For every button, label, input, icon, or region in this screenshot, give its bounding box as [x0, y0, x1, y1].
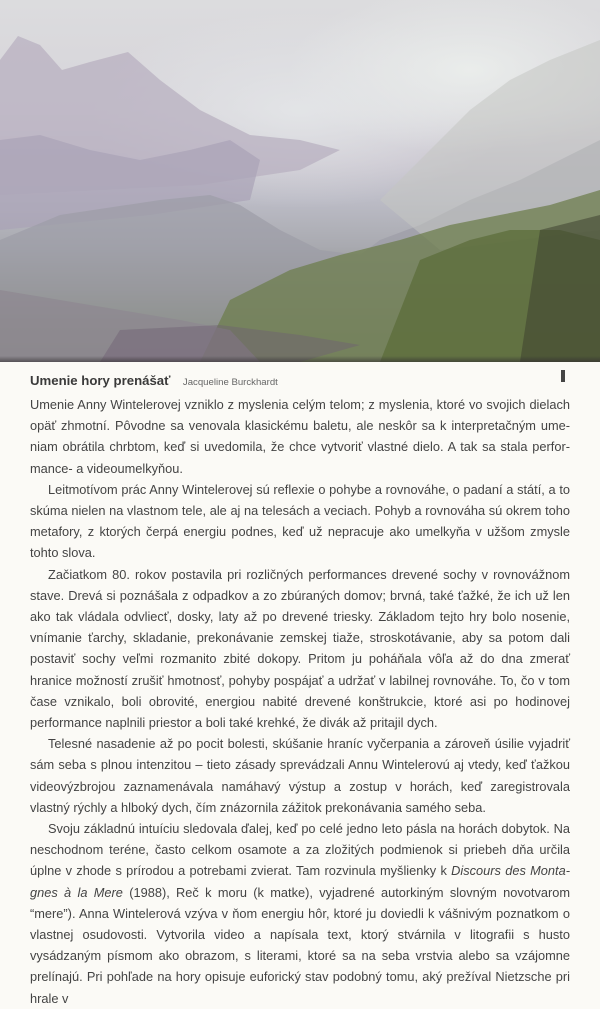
article-title: Umenie hory prenášať [30, 373, 171, 388]
work-title-italic: Discours des Montagnes à la Mere [30, 863, 570, 900]
paragraph-5-text-b: (1988), Reč k moru (k matke), vyjadrené autorkiným slovným novotvarom “mere”). Anna Wintelerová vzýva v ňom energiu hôr, ktoré ju doviedli k vášnivým poznatkom o vlastnej osudovosti. Vytvorila video a napísala text, ktorý stvárnila v litografii s husto vysádzaným písmom ako obrazom, s literami, ktoré sa na seba vrstvia alebo sa vzájomne prelínajú. Pri pohľade na hory opisuje euforický stav podobný tomu, aký prežíval Nietzsche pri hrale v [30, 884, 570, 1006]
paragraph-3: Začiatkom 80. rokov postavila pri rozličných performances drevené sochy v rovnovážnom stave. Drevá si poznášala z odpadkov a zo zbúraných domov; brvná, také ťažké, že ich už len ako tak vládala odvliecť, dosky, laty až po drevené triesky. Základom tejto hry bolo nosenie, vnímanie ťarchy, skladanie, prekonávanie zemskej tiaže, stroskotávanie, aby sa potom dali postaviť sochy veľmi rozmanito zbité dokopy. Pritom ju poháňala vôľa až do dna zmerať hranice možností zrušiť hmotnosť, pohyby pospájať a udržať v labilnej rovnováhe. To, čo v tom čase vznikalo, boli obrovité, energiou nabité drevené konštrukcie, ktoré asi po hodinovej performance naplnili priestor a boli také krehké, že divák až pritajil dych. [30, 566, 570, 731]
article-heading [30, 372, 570, 392]
paragraph-5 [30, 818, 570, 1009]
article-author: Jacqueline Burckhardt [182, 377, 278, 388]
mountain-painting [0, 0, 600, 362]
paragraph-2: Leitmotívom prác Anny Wintelerovej sú reflexie o pohybe a rovnováhe, o padaní a státí, a to skúma nielen na vlastnom tele, ale aj na telesách a veciach. Pohyb a rovnováha sú okrem toho metafory, z ktorých čerpá energiu podnes, keď už nepracuje ako umelkyňa v užšom zmysle tohto slova. [30, 481, 570, 561]
paragraph-1: Umenie Anny Wintelerovej vzniklo z myslenia celým telom; z myslenia, ktoré vo svojich dielach opäť zhmotní. Pôvodne sa venovala klasickému baletu, ale neskôr sa k interpretačným umeniam obrátila chrbtom, keď si uvedomila, že chce vytvoriť vlastné dielo. A tak sa stala performance- a videoumelkyňou. [30, 397, 570, 476]
article-body [30, 394, 570, 1009]
painting-bottom-edge [0, 356, 600, 362]
paragraph-5-text-a: Svoju základnú intuíciu sledovala ďalej, keď po celé jedno leto pásla na horách dobytok. Na neschodnom teréne, často celkom osamote a za zložitých podmienok si priebeh dňa určila úplne v zhode s prírodou a potrebami zvierat. Tam rozvinula myšlienky k [30, 821, 570, 879]
painting-shapes [0, 0, 600, 362]
paragraph-4: Telesné nasadenie až po pocit bolesti, skúšanie hraníc vyčerpania a zároveň úsilie vyjadriť sám seba s plnou intenzitou – tieto zásady sprevádzali Annu Wintelerovú aj vtedy, keď ťažkou videovýzbrojou zaznamenávala namáhavý výstup a zostup v horách, keď zaregistrovala vlastný rýchly a hlboký dych, čím znázornila zážitok prekonávania samého seba. [30, 736, 570, 815]
